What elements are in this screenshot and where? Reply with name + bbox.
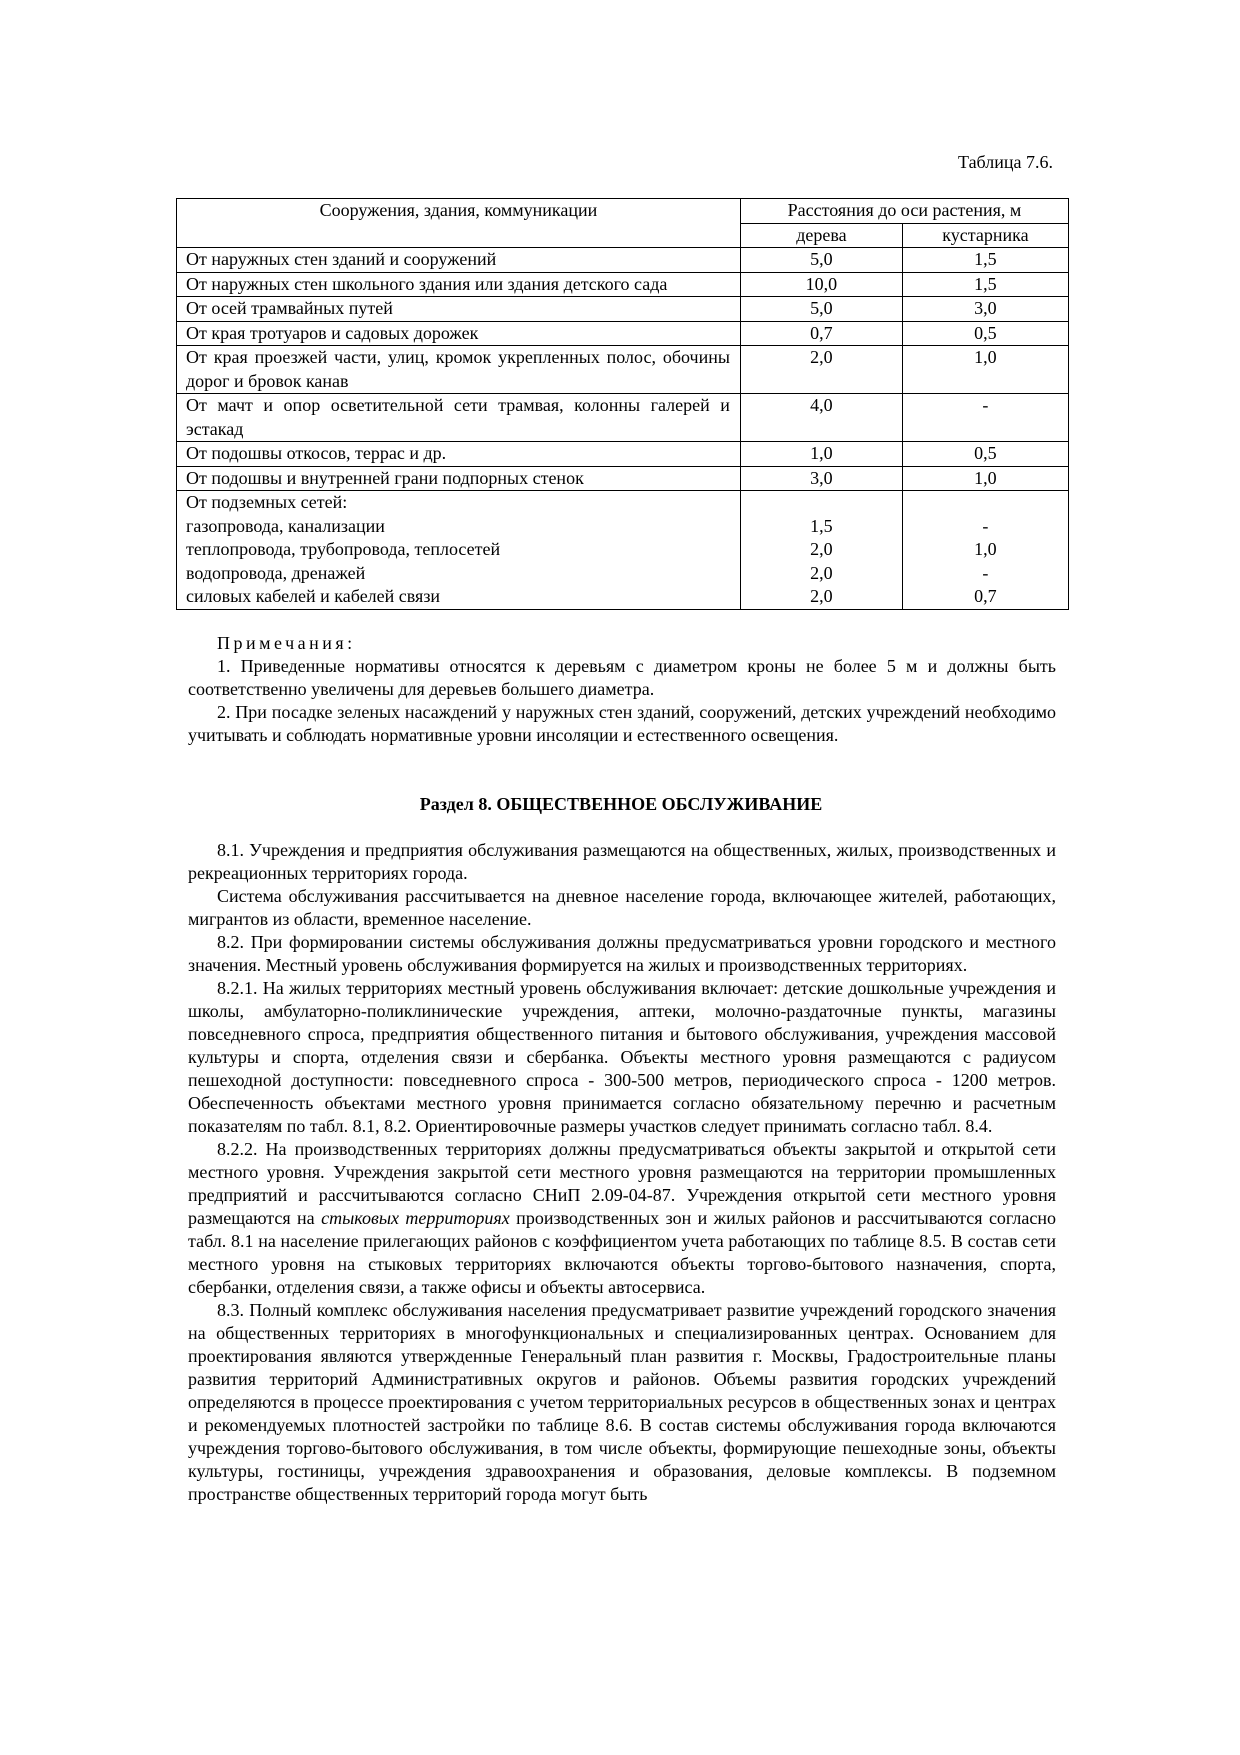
underground-item-label: силовых кабелей и кабелей связи (186, 586, 441, 606)
underground-shrub-value: - (982, 562, 989, 583)
note-item: 2. При посадке зеленых насаждений у наружных стен зданий, сооружений, детских учреждений необходимо учитывать и соблюдать нормативные уровни инсоляции и естественного освещения. (188, 702, 1056, 745)
row-tree-value: 5,0 (740, 248, 902, 273)
row-tree-value: 3,0 (740, 466, 902, 491)
row-label: От подошвы откосов, террас и др. (177, 442, 741, 467)
underground-shrub-values (902, 491, 1068, 610)
underground-item-label: газопровода, канализации (186, 515, 385, 536)
row-tree-value: 0,7 (740, 321, 902, 346)
underground-item-label: водопровода, дренажей (186, 562, 366, 583)
underground-tree-values (740, 491, 902, 610)
note-item: 1. Приведенные нормативы относятся к деревьям с диаметром кроны не более 5 м и должны быть соответственно увеличены для деревьев большего диаметра. (188, 656, 1056, 699)
row-shrub-value: 1,0 (902, 346, 1068, 394)
row-shrub-value: - (902, 394, 1068, 442)
table-row (177, 321, 1069, 346)
underground-item-label: теплопровода, трубопровода, теплосетей (186, 539, 501, 559)
underground-labels (177, 491, 741, 610)
underground-tree-value: 2,0 (810, 539, 833, 559)
row-shrub-value: 0,5 (902, 442, 1068, 467)
table-row (177, 248, 1069, 273)
row-label: От подошвы и внутренней грани подпорных стенок (177, 466, 741, 491)
table-row (177, 346, 1069, 394)
row-shrub-value: 3,0 (902, 297, 1068, 322)
paragraph (188, 1138, 1056, 1299)
paragraph: Система обслуживания рассчитывается на дневное население города, включающее жителей, работающих, мигрантов из области, временное население. (188, 886, 1056, 929)
table-row (177, 466, 1069, 491)
table-row (177, 297, 1069, 322)
row-tree-value: 5,0 (740, 297, 902, 322)
paragraph-text: производственных зон и жилых районов и рассчитываются согласно табл. 8.1 на население прилегающих районов с коэффициентом учета работающих по таблице 8.5. В состав сети местного уровня на стыковых территориях включаются объекты торгово-бытового назначения, спорта, сбербанки, отделения связи, а также офисы и объекты автосервиса. (188, 1208, 1056, 1297)
header-shrub: кустарника (902, 223, 1068, 248)
table-row (177, 442, 1069, 467)
row-shrub-value: 1,5 (902, 248, 1068, 273)
table-row (177, 272, 1069, 297)
table-row (177, 394, 1069, 442)
section-body (188, 839, 1056, 1506)
underground-shrub-value: 0,7 (974, 586, 997, 606)
row-tree-value: 2,0 (740, 346, 902, 394)
underground-shrub-value: 1,0 (974, 539, 997, 559)
section-heading: Раздел 8. ОБЩЕСТВЕННОЕ ОБСЛУЖИВАНИЕ (419, 794, 823, 814)
row-label: От мачт и опор осветительной сети трамвая, колонны галерей и эстакад (177, 394, 741, 442)
emphasis-text: стыковых территориях (321, 1208, 510, 1228)
table-caption: Таблица 7.6. (958, 152, 1053, 172)
paragraph: 8.1. Учреждения и предприятия обслуживания размещаются на общественных, жилых, производственных и рекреационных территориях города. (188, 840, 1056, 883)
row-shrub-value: 0,5 (902, 321, 1068, 346)
row-label: От края проезжей части, улиц, кромок укрепленных полос, обочины дорог и бровок канав (177, 346, 741, 394)
notes-title: Примечания: (217, 633, 356, 653)
row-label: От наружных стен зданий и сооружений (177, 248, 741, 273)
underground-tree-value: 2,0 (810, 562, 833, 583)
header-tree: дерева (740, 223, 902, 248)
paragraph-text: 8.2.2. На производственных территориях должны предусматриваться объекты закрытой и открытой сети местного уровня. Учреждения закрытой сети местного уровня размещаются на территории промышленных предприятий и рассчитываются согласно СНиП 2.09-04-87. Учреждения открытой сети местного уровня размещаются на (188, 1139, 1056, 1228)
paragraph: 8.2.1. На жилых территориях местный уровень обслуживания включает: детские дошкольные учреждения и школы, амбулаторно-поликлинические учреждения, аптеки, молочно-раздаточные пункты, магазины повседневного спроса, предприятия общественного питания и бытового обслуживания, учреждения массовой культуры и спорта, отделения связи и сбербанка. Объекты местного уровня размещаются с радиусом пешеходной доступности: повседневного спроса - 300-500 метров, периодического спроса - 1200 метров. Обеспеченность объектами местного уровня принимается согласно обязательному перечню и расчетным показателям по табл. 8.1, 8.2. Ориентировочные размеры участков следует принимать согласно табл. 8.4. (188, 978, 1056, 1136)
row-label: От осей трамвайных путей (177, 297, 741, 322)
underground-tree-value: 2,0 (810, 586, 833, 606)
distance-table (176, 198, 1069, 610)
row-tree-value: 4,0 (740, 394, 902, 442)
row-label: От наружных стен школьного здания или здания детского сада (177, 272, 741, 297)
row-shrub-value: 1,0 (902, 466, 1068, 491)
paragraph: 8.2. При формировании системы обслуживания должны предусматриваться уровни городского и местного значения. Местный уровень обслуживания формируется на жилых и производственных территориях. (188, 932, 1056, 975)
row-tree-value: 1,0 (740, 442, 902, 467)
paragraph: 8.3. Полный комплекс обслуживания населения предусматривает развитие учреждений городского значения на общественных территориях в многофункциональных и специализированных центрах. Основанием для проектирования являются утвержденные Генеральный план развития г. Москвы, Градостроительные планы развития территорий Административных округов и районов. Объемы развития городских учреждений определяются в процессе проектирования с учетом территориальных ресурсов в общественных зонах и центрах и рекомендуемых плотностей застройки по таблице 8.6. В состав системы обслуживания города включаются учреждения торгово-бытового обслуживания, в том числе объекты, формирующие пешеходные зоны, объекты культуры, гостиницы, учреждения здравоохранения и образования, деловые комплексы. В подземном пространстве общественных территорий города могут быть (188, 1300, 1056, 1504)
table-header-row (177, 199, 1069, 224)
row-tree-value: 10,0 (740, 272, 902, 297)
row-shrub-value: 1,5 (902, 272, 1068, 297)
header-structures: Сооружения, здания, коммуникации (177, 199, 741, 248)
header-distance-group: Расстояния до оси растения, м (740, 199, 1068, 224)
row-label: От края тротуаров и садовых дорожек (177, 321, 741, 346)
underground-shrub-value: - (982, 515, 989, 536)
underground-title: От подземных сетей: (186, 492, 348, 512)
table-notes (188, 632, 1056, 747)
table-row-underground (177, 491, 1069, 610)
underground-tree-value: 1,5 (810, 515, 833, 536)
